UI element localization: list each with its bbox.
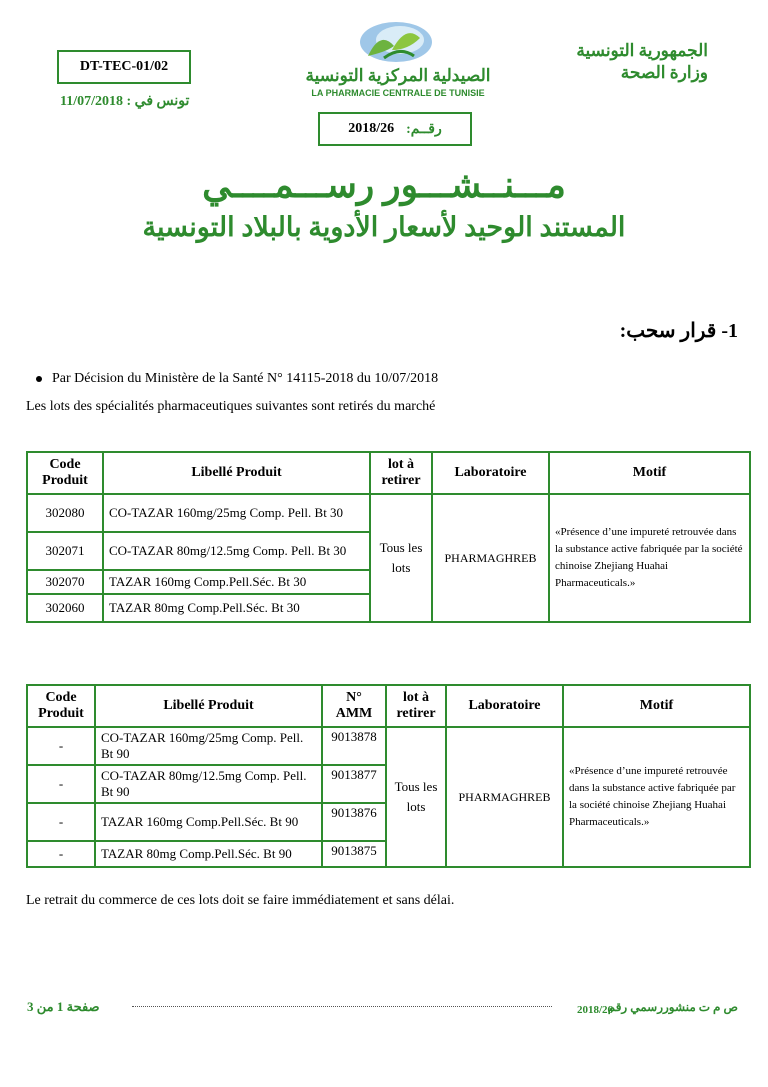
libelle-cell: CO-TAZAR 160mg/25mg Comp. Pell. Bt 90: [95, 727, 322, 765]
libelle-cell: CO-TAZAR 160mg/25mg Comp. Pell. Bt 30: [103, 494, 370, 532]
amm-cell: 9013876: [322, 803, 386, 841]
code-cell: -: [27, 803, 95, 841]
libelle-cell: CO-TAZAR 80mg/12.5mg Comp. Pell. Bt 90: [95, 765, 322, 803]
amm-cell: 9013878: [322, 727, 386, 765]
ministry-name: وزارة الصحة: [620, 63, 708, 82]
reference-code: DT-TEC-01/02: [79, 59, 169, 74]
republic-name: الجمهورية التونسية: [576, 41, 708, 60]
ministry-header: [576, 40, 708, 84]
number-label: رقــم:: [406, 121, 442, 137]
code-cell: -: [27, 765, 95, 803]
number-value: 2018/26: [348, 121, 395, 136]
header-motif: Motif: [549, 452, 750, 494]
footer-divider: [132, 1006, 552, 1007]
libelle-cell: TAZAR 160mg Comp.Pell.Séc. Bt 90: [95, 803, 322, 841]
pharmacie-centrale-logo: [288, 16, 508, 106]
section-heading: 1- قرار سحب:: [619, 320, 738, 342]
header-libelle: Libellé Produit: [103, 452, 370, 494]
motif-cell: «Présence d’une impureté retrouvée dans la substance active fabriquée par la société chinoise Zhejiang Huahai Pharmaceuticals.»: [549, 494, 750, 622]
footer-label: ص م ت منشوررسمي رقم: [607, 1000, 738, 1014]
withdrawal-table-1: [26, 451, 751, 623]
reference-code-box: [57, 50, 191, 84]
decision-bullet: [36, 371, 438, 387]
labo-cell: PHARMAGHREB: [432, 494, 549, 622]
header-lot: lot à retirer: [386, 685, 446, 727]
date-value: 11/07/2018: [60, 94, 124, 109]
code-cell: -: [27, 727, 95, 765]
header-libelle: Libellé Produit: [95, 685, 322, 727]
lot-cell: Tous les lots: [370, 494, 432, 622]
bullet-icon: [36, 376, 42, 382]
closing-paragraph: Le retrait du commerce de ces lots doit se faire immédiatement et sans délai.: [26, 893, 455, 908]
code-cell: 302080: [27, 494, 103, 532]
withdrawal-table-2: [26, 684, 751, 868]
labo-cell: PHARMAGHREB: [446, 727, 563, 867]
motif-cell: «Présence d’une impureté retrouvée dans la substance active fabriquée par la société chinoise Zhejiang Huahai Pharmaceuticals.»: [563, 727, 750, 867]
circular-number-box: [318, 112, 472, 146]
header-lot: lot à retirer: [370, 452, 432, 494]
header-labo: Laboratoire: [432, 452, 549, 494]
page-indicator: صفحة 1 من 3: [27, 999, 100, 1014]
subtitle: المستند الوحيد لأسعار الأدوية بالبلاد التونسية: [142, 212, 626, 242]
lot-cell: Tous les lots: [386, 727, 446, 867]
amm-cell: 9013875: [322, 841, 386, 867]
code-cell: 302071: [27, 532, 103, 570]
code-cell: -: [27, 841, 95, 867]
libelle-cell: TAZAR 160mg Comp.Pell.Séc. Bt 30: [103, 570, 370, 594]
code-cell: 302060: [27, 594, 103, 622]
libelle-cell: TAZAR 80mg Comp.Pell.Séc. Bt 30: [103, 594, 370, 622]
issue-date: [60, 93, 189, 110]
header-motif: Motif: [563, 685, 750, 727]
decision-text: Par Décision du Ministère de la Santé N° 14115-2018 du 10/07/2018: [52, 371, 439, 386]
date-label: تونس في :: [126, 94, 190, 109]
main-title: مـــنــشـــور رســـمــــي: [202, 165, 566, 205]
table-row: [27, 494, 750, 532]
libelle-cell: CO-TAZAR 80mg/12.5mg Comp. Pell. Bt 30: [103, 532, 370, 570]
amm-cell: 9013877: [322, 765, 386, 803]
logo-arabic-text: الصيدلية المركزية التونسية: [305, 66, 491, 85]
code-cell: 302070: [27, 570, 103, 594]
logo-french-text: LA PHARMACIE CENTRALE DE TUNISIE: [311, 88, 485, 98]
intro-paragraph: Les lots des spécialités pharmaceutiques suivantes sont retirés du marché: [26, 399, 436, 414]
table-row: [27, 727, 750, 765]
footer-number: 2018/26: [577, 1004, 614, 1016]
header-labo: Laboratoire: [446, 685, 563, 727]
header-code: Code Produit: [27, 452, 103, 494]
libelle-cell: TAZAR 80mg Comp.Pell.Séc. Bt 90: [95, 841, 322, 867]
header-amm: N° AMM: [322, 685, 386, 727]
header-code: Code Produit: [27, 685, 95, 727]
